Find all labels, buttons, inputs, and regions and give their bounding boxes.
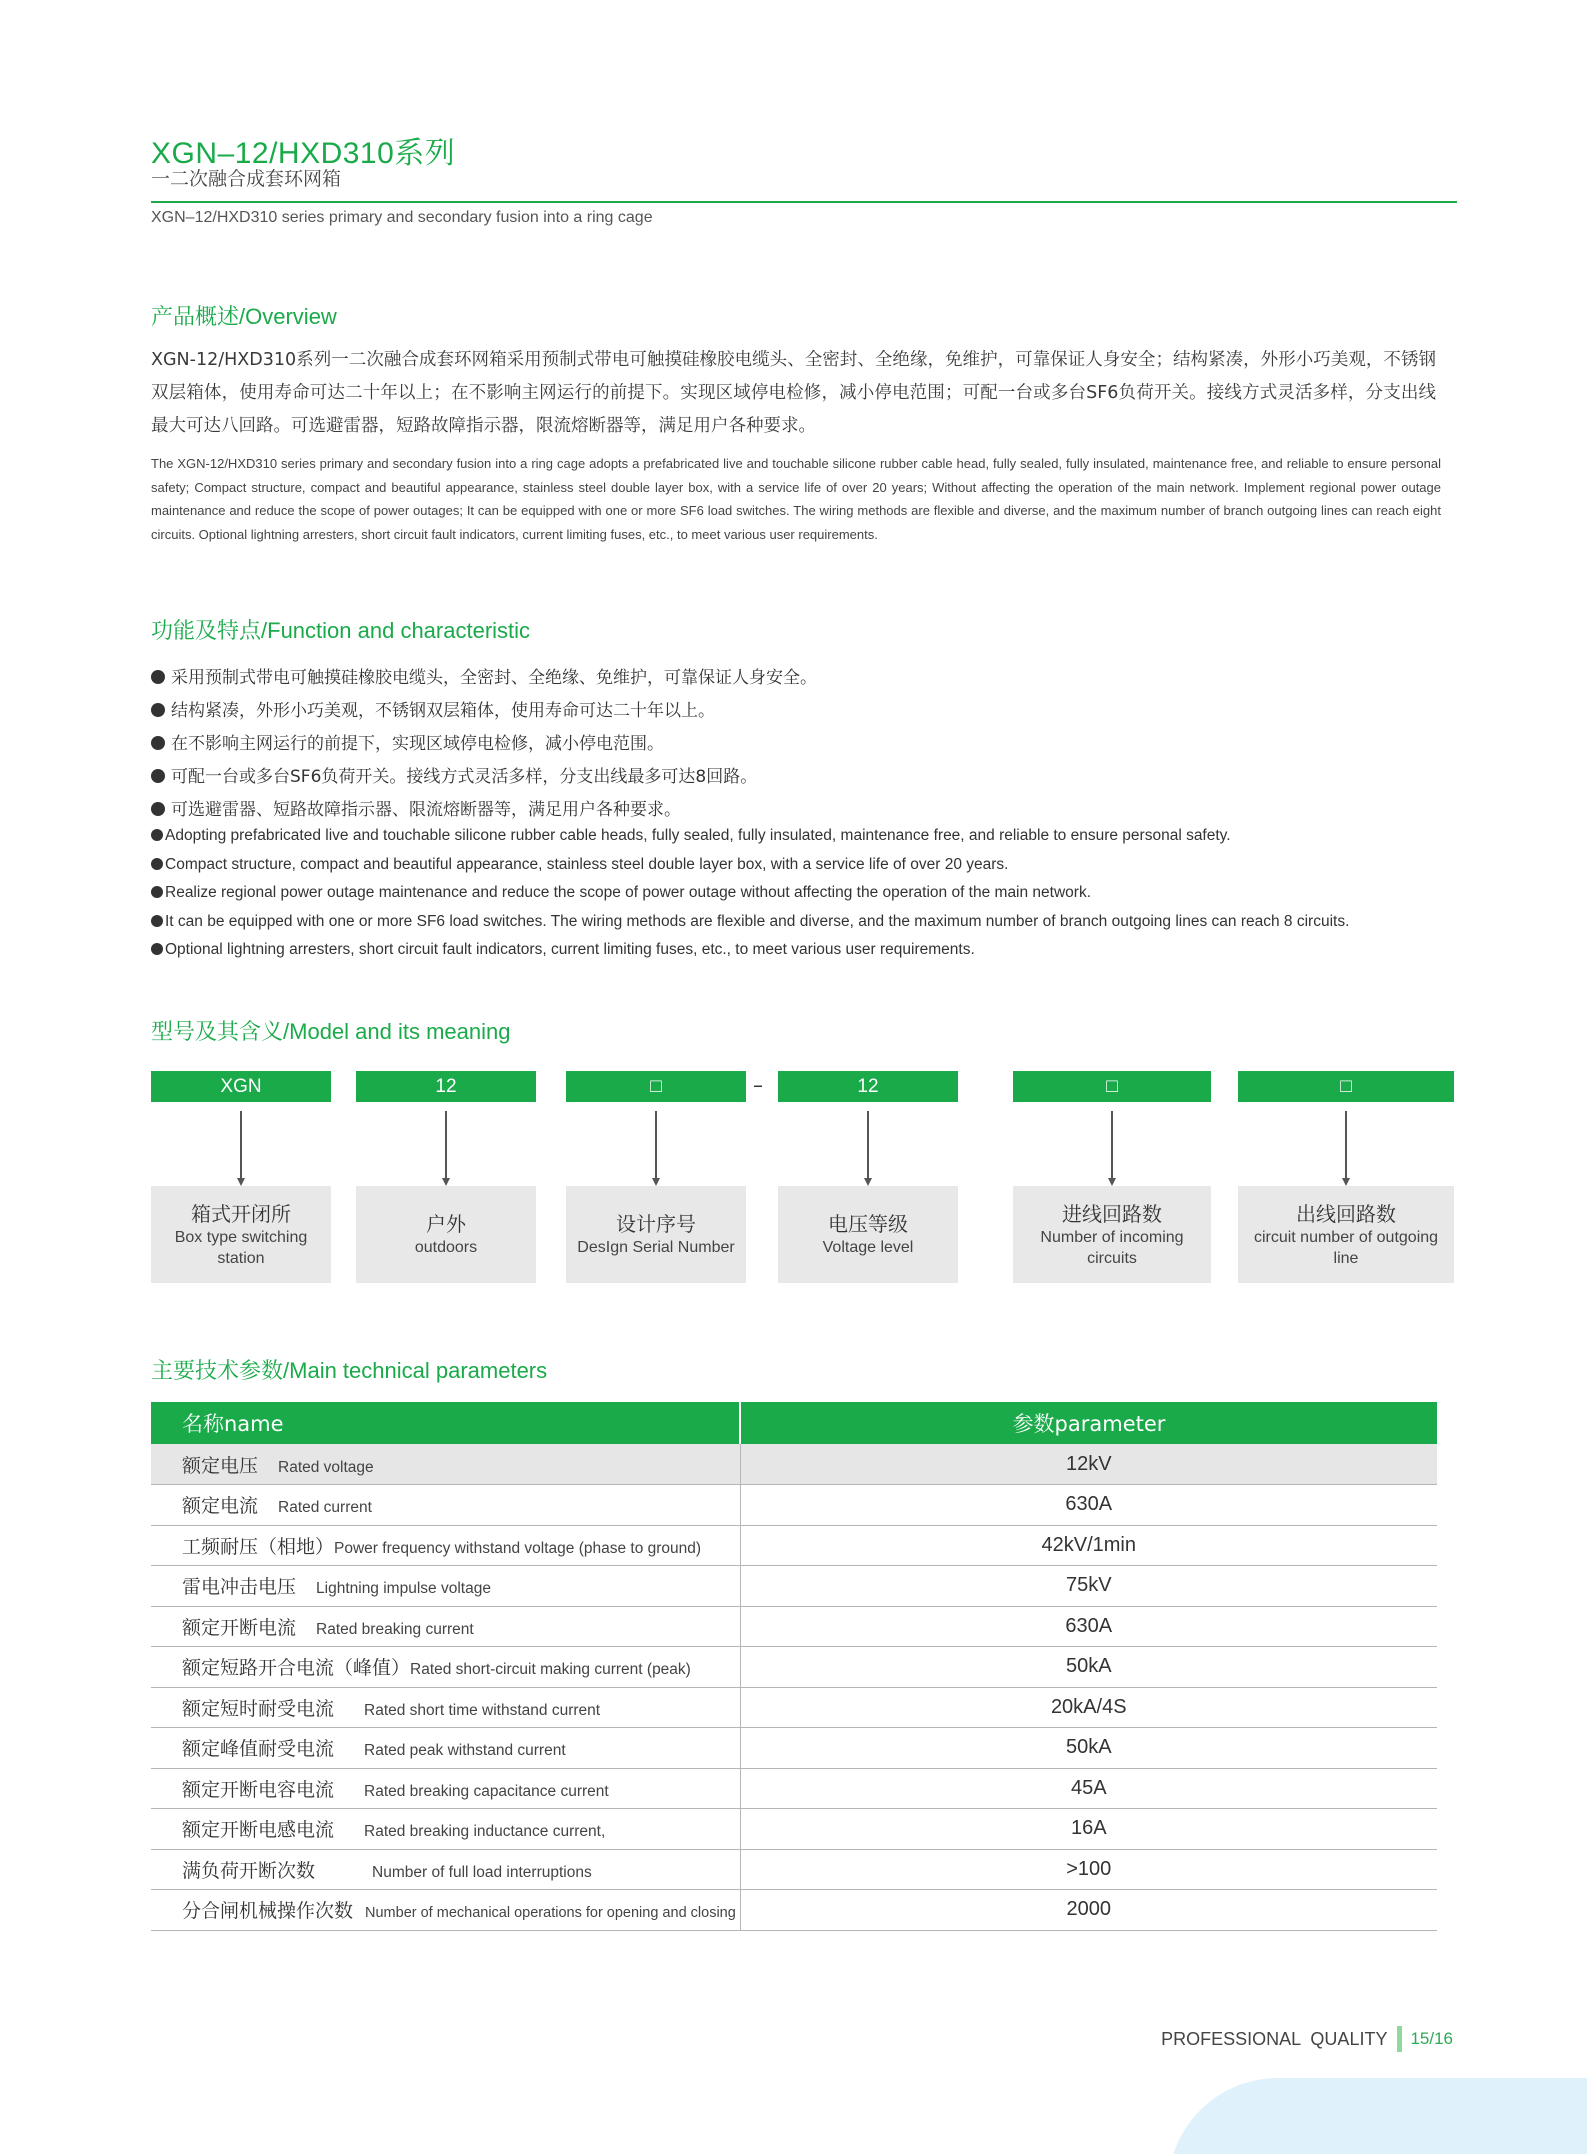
table-row: 额定短路开合电流（峰值）Rated short-circuit making current (peak) 50kA	[151, 1647, 1437, 1688]
model-connector	[1345, 1111, 1347, 1181]
arrow-down-icon	[442, 1178, 450, 1186]
params-heading-cn: 主要技术参数	[151, 1359, 284, 1384]
params-heading	[151, 1354, 547, 1385]
list-item: 可配一台或多台SF6负荷开关。接线方式灵活多样，分支出线最多可达8回路。	[151, 761, 817, 794]
overview-text-en: The XGN-12/HXD310 series primary and secondary fusion into a ring cage adopts a prefabricated live and touchable silicone rubber cable head, fully sealed, fully insulated, maintenance free, and reliable to ensure personal safety; Compact structure, compact and beautiful appearance, stainless steel double layer box, with a service life of over 20 years; Without affecting the operation of the main network. Implement regional power outage maintenance and reduce the scope of power outages; It can be equipped with one or more SF6 load switches. The wiring methods are flexible and diverse, and the maximum number of branch outgoing lines can reach eight circuits. Optional lightning arresters, short circuit fault indicators, current limiting fuses, etc., to meet various user requirements.	[151, 456, 1441, 542]
arrow-down-icon	[1342, 1178, 1350, 1186]
params-table	[151, 1402, 1437, 1931]
table-row: 满负荷开断次数 Number of full load interruptions >100	[151, 1849, 1437, 1890]
footer-label: PROFESSIONAL QUALITY	[1161, 2028, 1388, 2049]
list-item: Compact structure, compact and beautiful appearance, stainless steel double layer box, with a service life of over 20 years.	[151, 851, 1349, 880]
model-connector	[1111, 1111, 1113, 1181]
bullet-icon	[151, 943, 163, 955]
page-number: 15/16	[1410, 2029, 1453, 2048]
model-code-box: □	[1013, 1071, 1211, 1102]
bullet-icon	[151, 769, 165, 783]
list-item: Realize regional power outage maintenance and reduce the scope of power outage without affecting the operation of the main network.	[151, 879, 1349, 908]
table-header-row	[151, 1402, 1437, 1444]
model-code-box: 12	[356, 1071, 536, 1102]
table-row: 额定开断电感电流 Rated breaking inductance current, 16A	[151, 1809, 1437, 1850]
model-code-box: 12	[778, 1071, 958, 1102]
table-row: 分合闸机械操作次数 Number of mechanical operations for opening and closing 2000	[151, 1890, 1437, 1931]
model-meaning-card: 出线回路数 circuit number of outgoing line	[1238, 1186, 1454, 1283]
model-meaning-card: 箱式开闭所 Box type switching station	[151, 1186, 331, 1283]
list-item: 采用预制式带电可触摸硅橡胶电缆头，全密封、全绝缘、免维护，可靠保证人身安全。	[151, 662, 817, 695]
list-item: Optional lightning arresters, short circuit fault indicators, current limiting fuses, etc., to meet various user requirements.	[151, 936, 1349, 965]
list-item: Adopting prefabricated live and touchable silicone rubber cable heads, fully sealed, fully insulated, maintenance free, and reliable to ensure personal safety.	[151, 822, 1349, 851]
table-row: 额定电流 Rated current 630A	[151, 1485, 1437, 1526]
column-header-value: 参数parameter	[740, 1402, 1437, 1444]
list-item: It can be equipped with one or more SF6 load switches. The wiring methods are flexible and diverse, and the maximum number of branch outgoing lines can reach 8 circuits.	[151, 908, 1349, 937]
table-row: 额定峰值耐受电流 Rated peak withstand current 50kA	[151, 1728, 1437, 1769]
header-divider	[151, 201, 1457, 203]
params-heading-en: /Main technical parameters	[283, 1358, 548, 1383]
overview-heading	[151, 300, 337, 331]
features-list-cn	[151, 662, 817, 827]
page-footer	[1161, 2026, 1453, 2052]
model-code-box: XGN	[151, 1071, 331, 1102]
bullet-icon	[151, 915, 163, 927]
table-row: 额定开断电流 Rated breaking current 630A	[151, 1606, 1437, 1647]
table-row: 额定电压 Rated voltage 12kV	[151, 1444, 1437, 1485]
table-row: 雷电冲击电压 Lightning impulse voltage 75kV	[151, 1566, 1437, 1607]
model-heading-en: /Model and its meaning	[283, 1019, 511, 1044]
features-list-en	[151, 822, 1349, 965]
model-dash: –	[753, 1073, 763, 1097]
model-meaning-card: 进线回路数 Number of incoming circuits	[1013, 1186, 1211, 1283]
list-item: 结构紧凑，外形小巧美观，不锈钢双层箱体，使用寿命可达二十年以上。	[151, 695, 817, 728]
bullet-icon	[151, 802, 165, 816]
model-meaning-card: 户外 outdoors	[356, 1186, 536, 1283]
model-connector	[867, 1111, 869, 1181]
overview-heading-en: /Overview	[239, 304, 337, 329]
document-subtitle-en: XGN–12/HXD310 series primary and secondary fusion into a ring cage	[151, 209, 653, 226]
features-heading-cn: 功能及特点	[151, 619, 262, 644]
bullet-icon	[151, 858, 163, 870]
features-heading	[151, 614, 530, 645]
bullet-icon	[151, 736, 165, 750]
bullet-icon	[151, 703, 165, 717]
list-item: 在不影响主网运行的前提下，实现区域停电检修，减小停电范围。	[151, 728, 817, 761]
model-meaning-card: 设计序号 DesIgn Serial Number	[566, 1186, 746, 1283]
arrow-down-icon	[237, 1178, 245, 1186]
model-meaning-card: 电压等级 Voltage level	[778, 1186, 958, 1283]
model-code-box: □	[566, 1071, 746, 1102]
model-connector	[445, 1111, 447, 1181]
model-connector	[240, 1111, 242, 1181]
list-item: 可选避雷器、短路故障指示器、限流熔断器等，满足用户各种要求。	[151, 794, 817, 827]
document-title: XGN–12/HXD310系列	[151, 137, 456, 170]
arrow-down-icon	[652, 1178, 660, 1186]
model-connector	[655, 1111, 657, 1181]
arrow-down-icon	[1108, 1178, 1116, 1186]
model-heading-cn: 型号及其含义	[151, 1020, 284, 1045]
arrow-down-icon	[864, 1178, 872, 1186]
model-code-box: □	[1238, 1071, 1454, 1102]
column-header-name: 名称name	[151, 1402, 740, 1444]
table-row: 工频耐压（相地）Power frequency withstand voltage (phase to ground) 42kV/1min	[151, 1525, 1437, 1566]
bullet-icon	[151, 886, 163, 898]
footer-divider	[1397, 2026, 1402, 2052]
bullet-icon	[151, 829, 163, 841]
model-heading	[151, 1015, 510, 1046]
bullet-icon	[151, 670, 165, 684]
overview-text-cn: XGN-12/HXD310系列一二次融合成套环网箱采用预制式带电可触摸硅橡胶电缆头、全密封、全绝缘，免维护，可靠保证人身安全；结构紧凑，外形小巧美观，不锈钢双层箱体，使用寿命可达二十年以上；在不影响主网运行的前提下。实现区域停电检修，减小停电范围；可配一台或多台SF6负荷开关。接线方式灵活多样，分支出线最大可达八回路。可选避雷器，短路故障指示器，限流熔断器等，满足用户各种要求。	[151, 350, 1436, 436]
corner-decoration	[1168, 2078, 1587, 2154]
features-heading-en: /Function and characteristic	[261, 618, 531, 643]
document-subtitle: 一二次融合成套环网箱	[151, 168, 342, 190]
table-row: 额定开断电容电流 Rated breaking capacitance current 45A	[151, 1768, 1437, 1809]
table-row: 额定短时耐受电流 Rated short time withstand current 20kA/4S	[151, 1687, 1437, 1728]
overview-heading-cn: 产品概述	[151, 305, 240, 330]
